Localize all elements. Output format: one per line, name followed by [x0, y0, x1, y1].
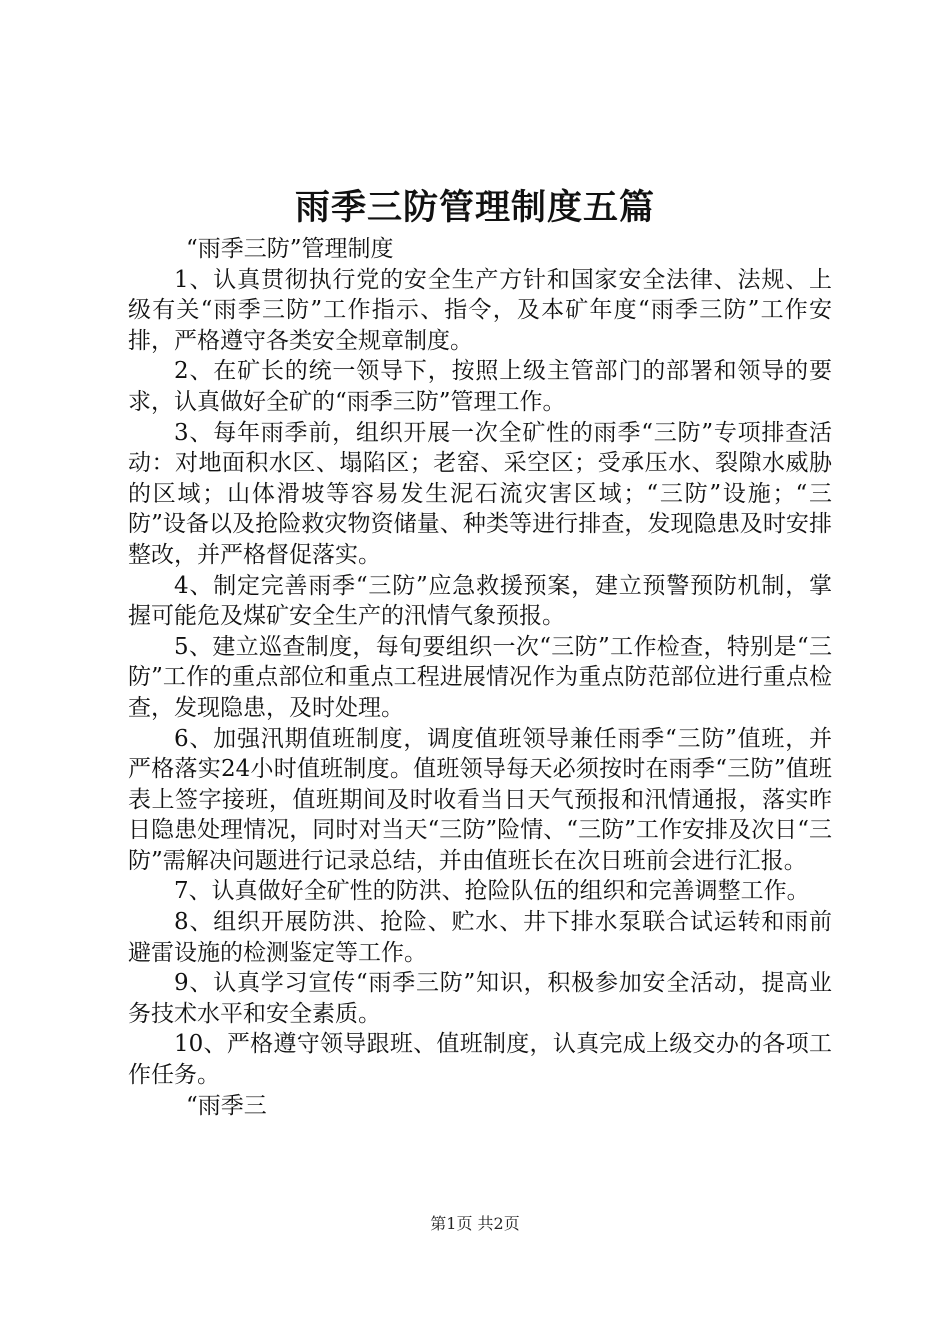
- document-title: 雨季三防管理制度五篇: [294, 188, 655, 228]
- body-paragraph: 2、在矿长的统一领导下，按照上级主管部门的部署和领导的要求，认真做好全矿的“雨季三防”管理工作。: [128, 358, 832, 415]
- body-paragraph: 3、每年雨季前，组织开展一次全矿性的雨季“三防”专项排查活动：对地面积水区、塌陷区；老窑、采空区；受承压水、裂隙水威胁的区域；山体滑坡等容易发生泥石流灾害区域；“三防”设施；“三防”设备以及抢险救灾物资储量、种类等进行排查，发现隐患及时安排整改，并严格督促落实。: [128, 419, 832, 568]
- body-paragraph: 1、认真贯彻执行党的安全生产方针和国家安全法律、法规、上级有关“雨季三防”工作指示、指令，及本矿年度“雨季三防”工作安排，严格遵守各类安全规章制度。: [128, 266, 832, 354]
- body-paragraph: 8、组织开展防洪、抢险、贮水、井下排水泵联合试运转和雨前避雷设施的检测鉴定等工作。: [128, 909, 832, 966]
- body-paragraph: 9、认真学习宣传“雨季三防”知识，积极参加安全活动，提高业务技术水平和安全素质。: [128, 970, 832, 1027]
- document-body: [128, 234, 832, 1121]
- section-heading: “雨季三防”管理制度: [186, 236, 394, 262]
- body-paragraph: 7、认真做好全矿性的防洪、抢险队伍的组织和完善调整工作。: [174, 878, 810, 905]
- page-footer: 第1页 共2页: [430, 1214, 520, 1233]
- body-paragraph: 6、加强汛期值班制度，调度值班领导兼任雨季“三防”值班，并严格落实24小时值班制度。值班领导每天必须按时在雨季“三防”值班表上签字接班，值班期间及时收看当日天气预报和汛情通报，落实昨日隐患处理情况，同时对当天“三防”险情、“三防”工作安排及次日“三防”需解决问题进行记录总结，并由值班长在次日班前会进行汇报。: [128, 725, 832, 874]
- body-paragraph: 4、制定完善雨季“三防”应急救援预案，建立预警预防机制，掌握可能危及煤矿安全生产的汛情气象预报。: [128, 572, 832, 630]
- body-paragraph: 5、建立巡查制度，每旬要组织一次“三防”工作检查，特别是“三防”工作的重点部位和重点工程进展情况作为重点防范部位进行重点检查，发现隐患，及时处理。: [128, 633, 832, 721]
- section-heading: “雨季三: [186, 1092, 267, 1119]
- body-paragraph: 10、严格遵守领导跟班、值班制度，认真完成上级交办的各项工作任务。: [128, 1031, 832, 1089]
